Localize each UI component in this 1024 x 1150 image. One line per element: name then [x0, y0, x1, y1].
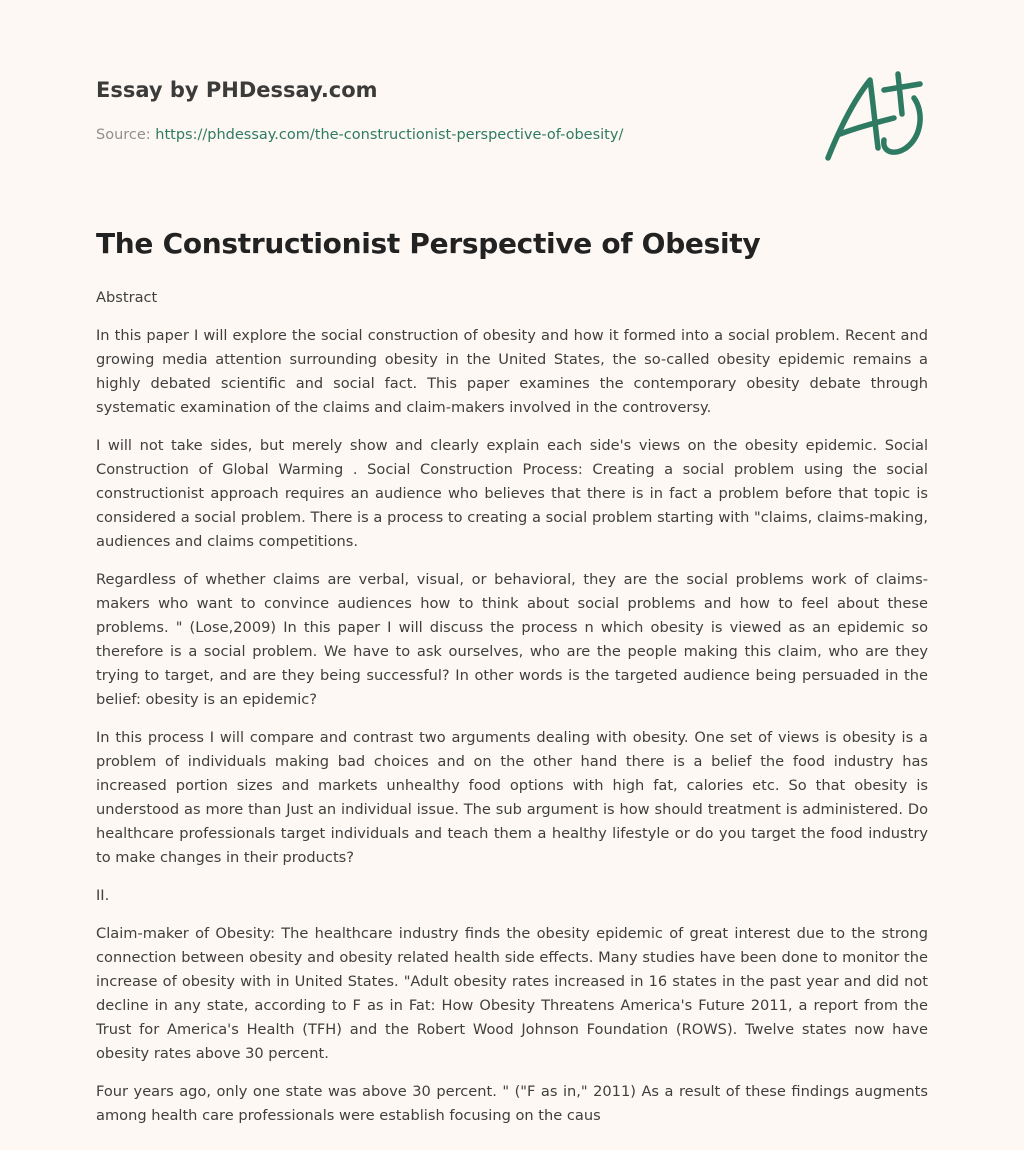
source-link[interactable]: https://phdessay.com/the-constructionist-perspective-of-obesity/	[155, 127, 624, 143]
essay-header	[96, 76, 928, 145]
paragraph: In this paper I will explore the social construction of obesity and how it formed into a social problem. Recent and growing media attention surrounding obesity in the United States, the so-called obesity epidemic remains a highly debated scientific and social fact. This paper examines the contemporary obesity debate through systematic examination of the claims and claim-makers involved in the controversy.	[96, 327, 928, 416]
essay-body	[96, 286, 928, 1142]
section-heading-abstract: Abstract	[96, 289, 158, 306]
section-heading-ii: II.	[96, 887, 110, 904]
source-label: Source:	[96, 127, 156, 143]
paragraph: Four years ago, only one state was above 30 percent. " ("F as in," 2011) As a result of these findings augments among health care professionals were establish focusing on the caus	[96, 1083, 928, 1124]
essay-title: The Constructionist Perspective of Obesity	[96, 227, 761, 260]
paragraph: In this process I will compare and contrast two arguments dealing with obesity. One set of views is obesity is a problem of individuals making bad choices and on the other hand there is a belief the food industry has increased portion sizes and markets unhealthy food options with high fat, calories etc. So that obesity is understood as more than Just an individual issue. The sub argument is how should treatment is administered. Do healthcare professionals target individuals and teach them a healthy lifestyle or do you target the food industry to make changes in their products?	[96, 729, 928, 866]
paragraph: Claim-maker of Obesity: The healthcare industry finds the obesity epidemic of great interest due to the strong connection between obesity and obesity related health side effects. Many studies have been done to monitor the increase of obesity with in United States. "Adult obesity rates increased in 16 states in the past year and did not decline in any state, according to F as in Fat: How Obesity Threatens America's Future 2011, a report from the Trust for America's Health (TFH) and the Robert Wood Johnson Foundation (ROWS). Twelve states now have obesity rates above 30 percent.	[96, 925, 928, 1062]
brand-name: Essay by PHDessay.com	[96, 78, 378, 102]
a-plus-logo-icon	[818, 68, 930, 168]
source-line	[96, 125, 928, 145]
paragraph: I will not take sides, but merely show and clearly explain each side's views on the obesity epidemic. Social Construction of Global Warming . Social Construction Process: Creating a social problem using the social constructionist approach requires an audience who believes that there is in fact a problem before that topic is considered a social problem. There is a process to creating a social problem starting with "claims, claims-making, audiences and claims competitions.	[96, 437, 928, 550]
paragraph: Regardless of whether claims are verbal, visual, or behavioral, they are the social problems work of claims-makers who want to convince audiences how to think about social problems and how to feel about these problems. " (Lose,2009) In this paper I will discuss the process n which obesity is viewed as an epidemic so therefore is a social problem. We have to ask ourselves, who are the people making this claim, who are they trying to target, and are they being successful? In other words is the targeted audience being persuaded in the belief: obesity is an epidemic?	[96, 571, 928, 708]
